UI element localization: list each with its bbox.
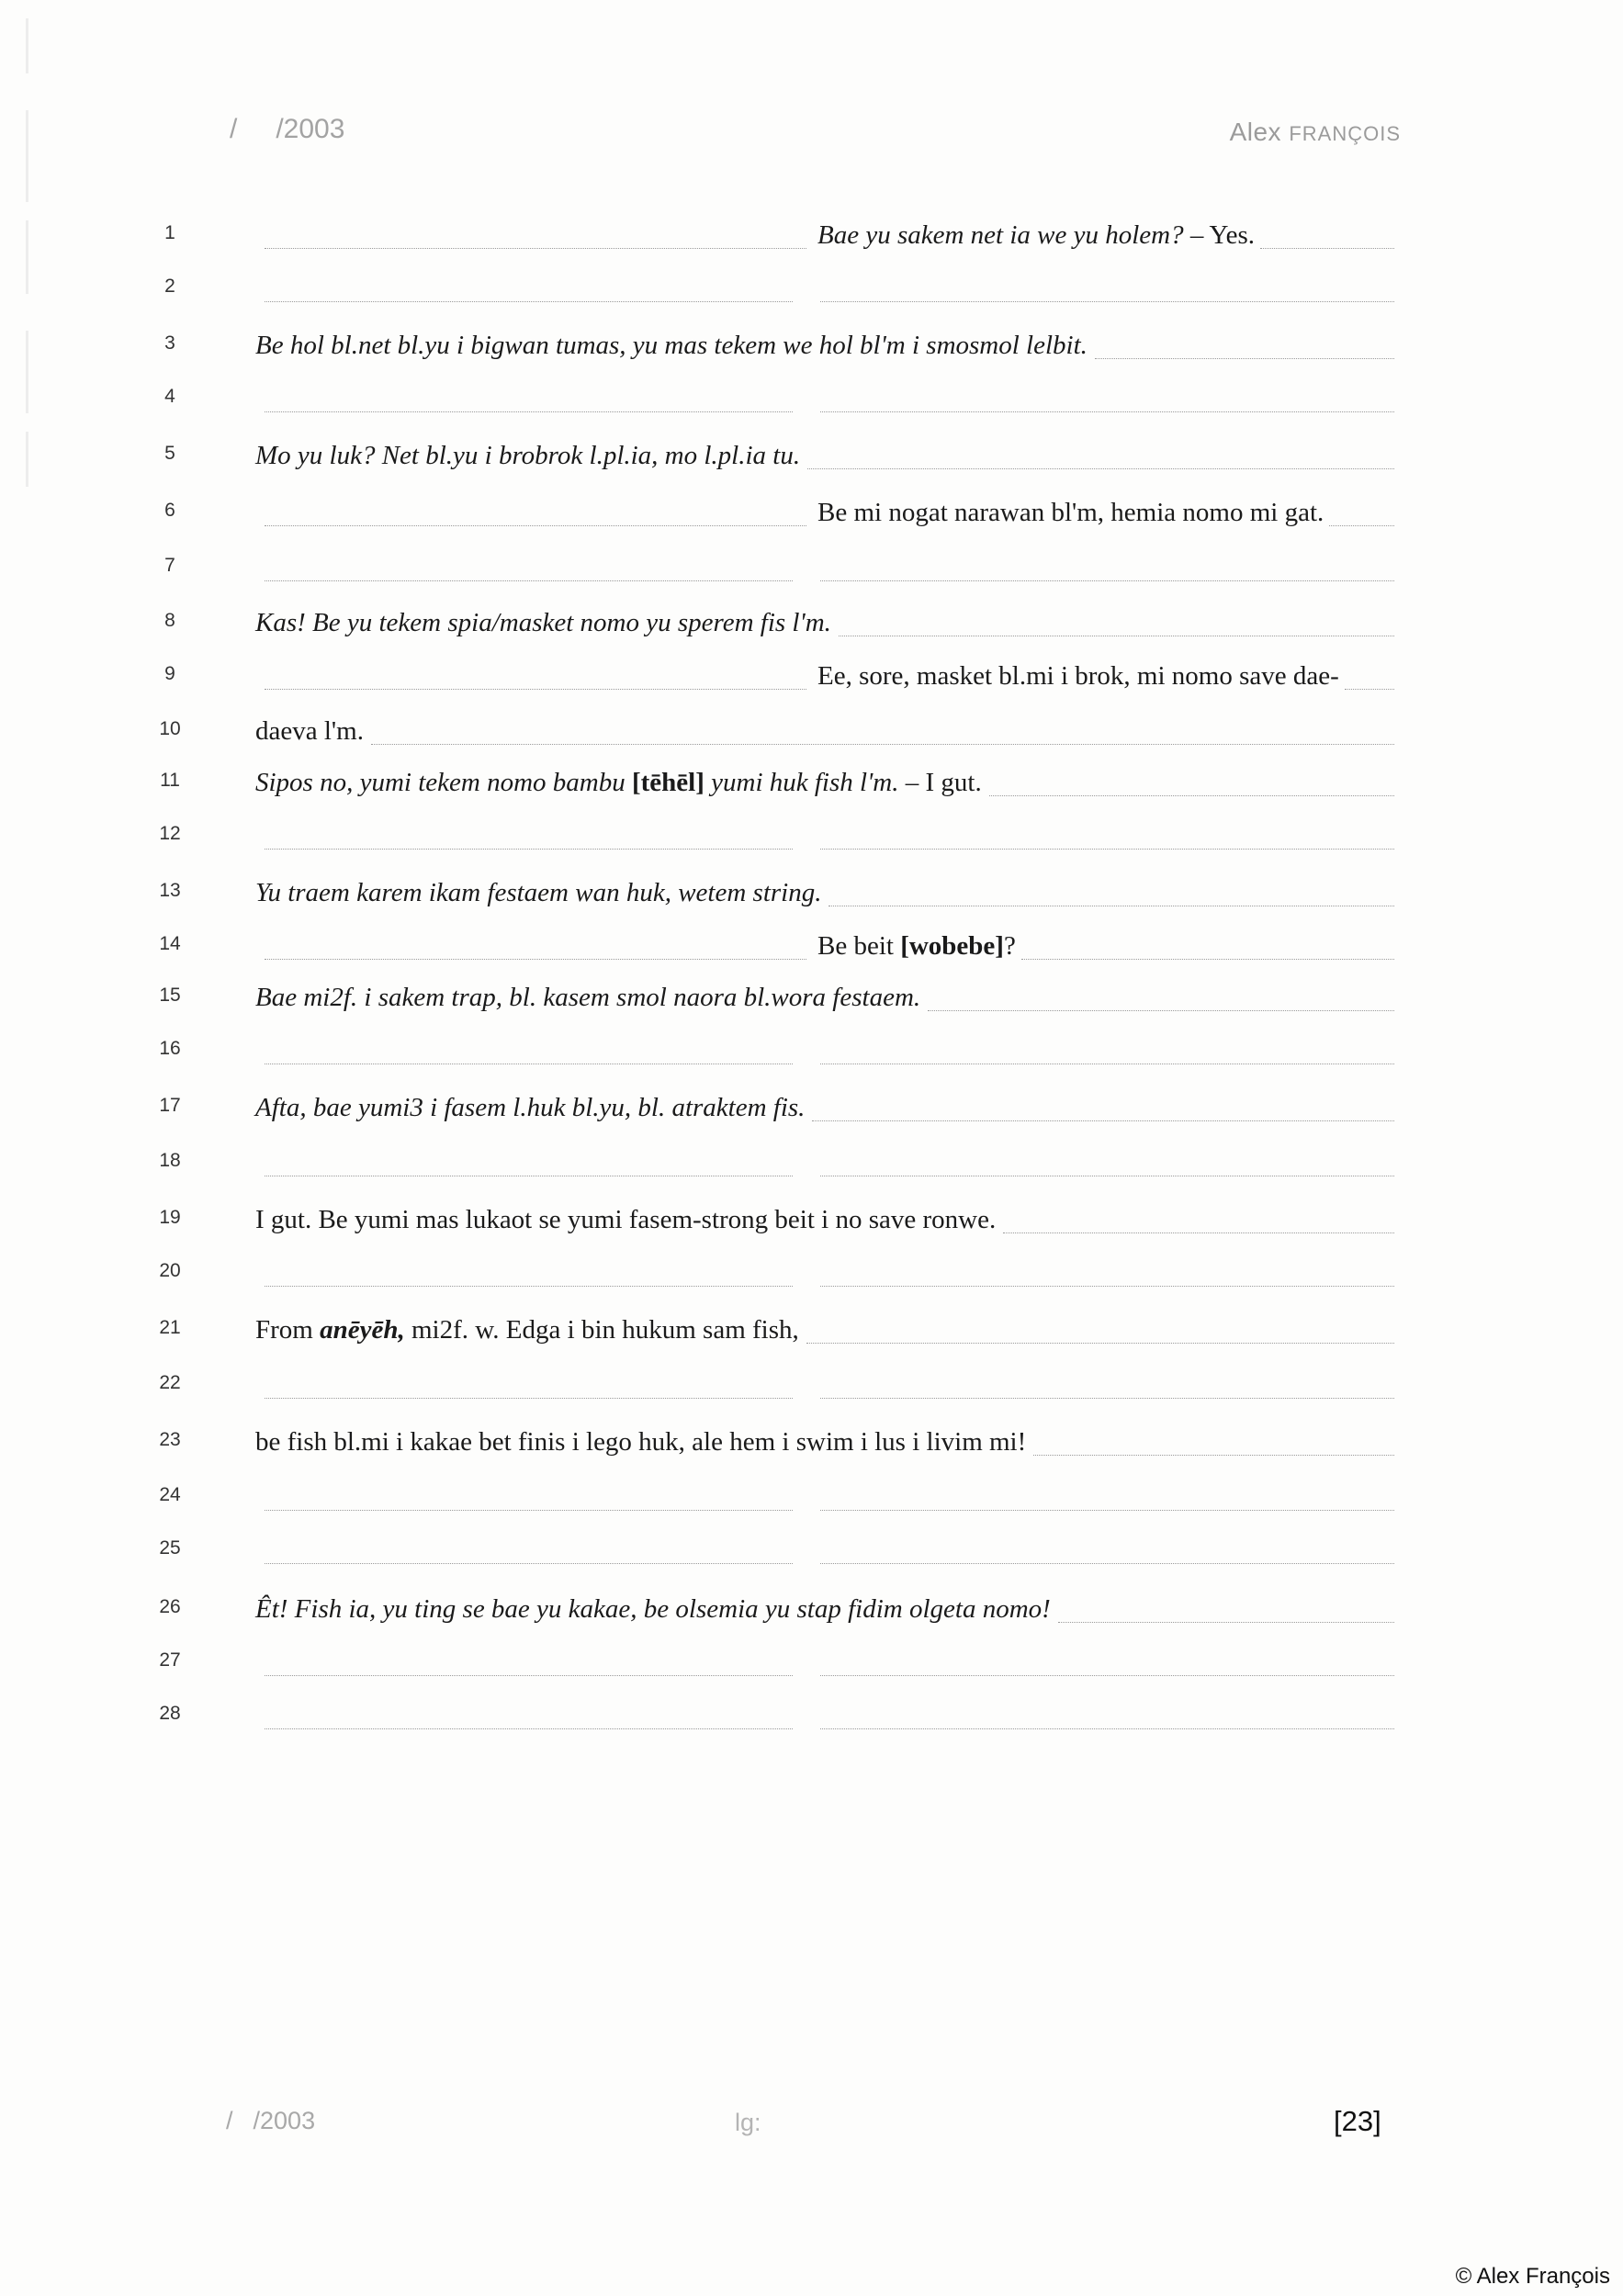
dotted-rule [265,580,793,581]
dotted-rule [1345,689,1394,690]
line-number: 23 [159,1429,181,1450]
text-segment: ? [1003,931,1016,961]
line-text [255,1313,799,1346]
text-segment: [tēhēl] [631,768,704,797]
dotted-rule [265,301,793,302]
transcript-line [0,1424,1623,1464]
line-number: 21 [159,1317,181,1338]
line-number: 18 [159,1150,181,1171]
text-segment: Be beit [817,931,901,961]
line-number: 1 [164,222,175,243]
text-segment: Ee, sore, masket bl.mi i brok, mi nomo save dae- [817,661,1339,691]
text-segment: mi2f. w. Edga i bin hukum sam fish, [404,1315,799,1345]
header-author: Alex FRANÇOIS [1229,118,1401,146]
transcript-line [0,658,1623,698]
dotted-rule [820,1728,1394,1729]
text-segment: Bae mi2f. i sakem trap, bl. kasem smol naora bl.wora festaem. [255,983,921,1012]
line-text [255,876,821,909]
transcript-line [0,1201,1623,1242]
dotted-rule [820,1510,1394,1511]
transcript-line [0,1591,1623,1631]
dotted-rule [265,1286,793,1287]
text-segment: Yu traem karem ikam festaem wan huk, wetem string. [255,878,822,907]
transcript-line [0,1144,1623,1185]
transcript-line [0,1032,1623,1073]
page-number: [23] [1334,2105,1381,2137]
line-number: 17 [159,1095,181,1116]
transcript-line [0,979,1623,1019]
dotted-rule [820,301,1394,302]
text-segment: Sipos no, yumi tekem nomo bambu [255,768,632,797]
dotted-rule [989,795,1394,796]
dotted-rule [820,580,1394,581]
dotted-rule [1095,358,1394,359]
dotted-rule [265,248,806,249]
line-text [817,496,1324,529]
transcript-line [0,437,1623,478]
line-text [255,1203,996,1236]
transcript-line [0,1532,1623,1572]
dotted-rule [807,468,1394,469]
transcript-line [0,494,1623,535]
transcript-line [0,604,1623,645]
line-number: 14 [159,933,181,954]
text-segment: Be mi nogat narawan bl'm, hemia nomo mi gat. [817,498,1324,527]
dotted-rule [812,1120,1394,1121]
transcript-line [0,1311,1623,1352]
text-segment: [wobebe] [900,931,1004,961]
line-number: 9 [164,663,175,684]
dotted-rule [1260,248,1394,249]
text-segment: – Yes. [1183,220,1255,250]
dotted-rule [928,1010,1394,1011]
line-number: 24 [159,1484,181,1505]
dotted-rule [820,1563,1394,1564]
transcript-line [0,817,1623,858]
line-text [255,606,831,639]
dotted-rule [1021,959,1394,960]
transcript-line [0,713,1623,753]
line-number: 11 [160,770,180,791]
dotted-rule [1058,1622,1394,1623]
dotted-rule [820,1286,1394,1287]
line-number: 5 [164,443,175,464]
line-text [255,715,364,748]
line-number: 25 [159,1537,181,1559]
dotted-rule [265,849,793,850]
scan-edge-mark [26,18,28,73]
dotted-rule [265,525,806,526]
dotted-rule [820,849,1394,850]
text-segment: anēyēh, [320,1315,405,1345]
dotted-rule [265,1398,793,1399]
text-segment: Be hol bl.net bl.yu i bigwan tumas, yu mas tekem we hol bl'm i smosmol lelbit. [255,331,1088,360]
dotted-rule [820,1398,1394,1399]
footer-language-label: lg: [735,2109,761,2136]
line-number: 13 [159,880,181,901]
transcript-line [0,1479,1623,1519]
dotted-rule [806,1343,1394,1344]
dotted-rule [265,689,806,690]
transcript-line [0,764,1623,805]
line-number: 27 [159,1649,181,1671]
line-number: 16 [159,1038,181,1059]
line-number: 20 [159,1260,181,1281]
transcript-line [0,327,1623,367]
line-number: 19 [159,1207,181,1228]
line-number: 7 [164,555,175,576]
copyright-notice: © Alex François [1455,2264,1610,2289]
transcript-line [0,217,1623,257]
dotted-rule [265,1728,793,1729]
text-segment: Kas! Be yu tekem spia/masket nomo yu sperem fis l'm. [255,608,831,637]
line-text [817,659,1339,692]
dotted-rule [265,411,793,412]
text-segment: From [255,1315,321,1345]
line-text [255,1091,805,1124]
line-number: 4 [164,386,175,407]
transcript-line [0,270,1623,310]
transcript-line [0,1644,1623,1684]
dotted-rule [265,1563,793,1564]
text-segment: Bae yu sakem net ia we yu holem? [817,220,1184,250]
line-text [255,1593,1051,1626]
dotted-rule [1329,525,1394,526]
line-text [255,766,982,799]
transcript-line [0,380,1623,421]
line-number: 8 [164,610,175,631]
line-number: 26 [159,1596,181,1617]
text-segment: Mo yu luk? Net bl.yu i brobrok l.pl.ia, mo l.pl.ia tu. [255,441,801,470]
line-text [817,219,1255,252]
line-number: 12 [159,823,181,844]
transcript-line [0,1697,1623,1738]
transcript-line [0,1255,1623,1295]
transcript-line [0,928,1623,968]
line-number: 6 [164,500,175,521]
line-text [255,439,800,472]
line-text [255,981,920,1014]
footer-date: / /2003 [226,2107,316,2134]
transcript-line [0,1089,1623,1130]
dotted-rule [820,744,1394,745]
transcript-line [0,1367,1623,1407]
header-date: / /2003 [230,114,345,144]
line-number: 3 [164,332,175,354]
text-segment: I gut. Be yumi mas lukaot se yumi fasem-strong beit i no save ronwe. [255,1205,997,1234]
text-segment: be fish bl.mi i kakae bet finis i lego huk, ale hem i swim i lus i livim mi! [255,1427,1027,1457]
line-number: 22 [159,1372,181,1393]
line-number: 10 [159,718,181,739]
transcript-line [0,549,1623,590]
text-segment: daeva l'm. [255,716,364,746]
line-text [255,329,1088,362]
dotted-rule [265,959,806,960]
text-segment: Afta, bae yumi3 i fasem l.huk bl.yu, bl. atraktem fis. [255,1093,806,1122]
text-segment: Êt! Fish ia, yu ting se bae yu kakae, be olsemia yu stap fidim olgeta nomo! [255,1594,1051,1624]
text-segment: – I gut. [898,768,982,797]
transcript-line [0,874,1623,915]
scan-edge-mark [26,110,28,202]
dotted-rule [1033,1455,1394,1456]
text-segment: yumi huk fish l'm. [704,768,899,797]
line-number: 2 [164,276,175,297]
dotted-rule [265,1510,793,1511]
line-text [817,929,1016,962]
dotted-rule [265,1675,793,1676]
line-text [255,1425,1026,1458]
dotted-rule [820,411,1394,412]
dotted-rule [820,1675,1394,1676]
dotted-rule [1003,1232,1394,1233]
line-number: 28 [159,1703,181,1724]
line-number: 15 [159,985,181,1006]
